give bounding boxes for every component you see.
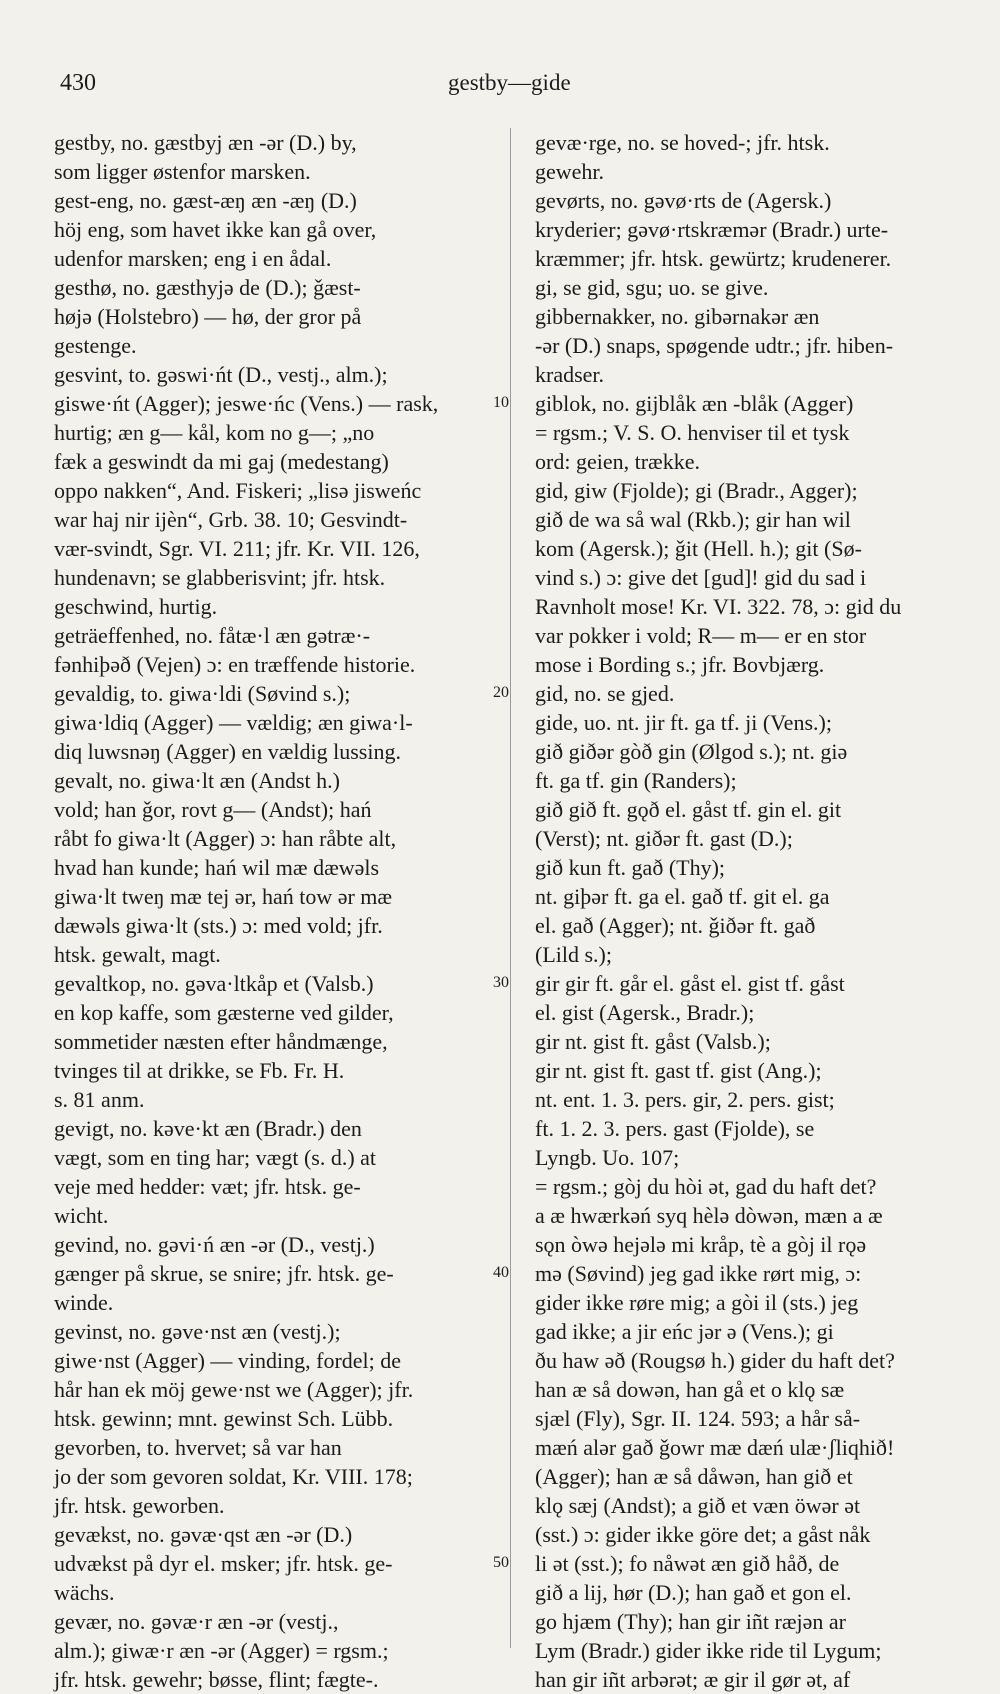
text-line: Ravnholt mose! Kr. VI. 322. 78, ɔ: gid du	[535, 594, 902, 619]
text-line: giswe·ńt (Agger); jeswe·ńc (Vens.) — rask,	[54, 391, 439, 416]
line-number-marker: 10	[493, 394, 509, 411]
text-line: giblok, no. gijblåk æn -blåk (Agger)	[535, 391, 854, 416]
text-line: fæk a geswindt da mi gaj (medestang)	[54, 449, 389, 474]
text-line: vægt, som en ting har; vægt (s. d.) at	[54, 1145, 377, 1170]
text-line: gevær, no. gəvæ·r æn -ər (vestj.,	[54, 1609, 339, 1634]
text-line: kryderier; gəvø·rtskræmər (Bradr.) urte-	[535, 217, 889, 242]
text-line: gevigt, no. kəve·kt æn (Bradr.) den	[54, 1116, 362, 1141]
text-line: gevaldig, to. giwa·ldi (Søvind s.);	[54, 681, 351, 706]
text-line: sjæl (Fly), Sgr. II. 124. 593; a hår så-	[535, 1406, 861, 1431]
text-line: höj eng, som havet ikke kan gå over,	[54, 217, 377, 242]
text-line: veje med hedder: væt; jfr. htsk. ge-	[54, 1174, 361, 1199]
text-line: sǫn òwə hejələ mi kråp, tè a gòj il rǫə	[535, 1232, 867, 1257]
text-line: nt. ent. 1. 3. pers. gir, 2. pers. gist;	[535, 1087, 835, 1112]
text-line: han æ så dowən, han gå et o klǫ sæ	[535, 1377, 845, 1402]
text-line: geschwind, hurtig.	[54, 594, 218, 619]
text-line: li ət (sst.); fo nåwət æn gið håð, de	[535, 1551, 840, 1576]
text-line: hurtig; æn g— kål, kom no g—; „no	[54, 420, 375, 445]
text-line: winde.	[54, 1290, 114, 1315]
text-line: fənhiþəð (Vejen) ɔ: en træffende historie.	[54, 652, 416, 677]
text-line: war haj nir ijèn“, Grb. 38. 10; Gesvindt-	[54, 507, 408, 532]
text-line: jfr. htsk. geworben.	[54, 1493, 225, 1518]
text-line: ft. 1. 2. 3. pers. gast (Fjolde), se	[535, 1116, 815, 1141]
text-line: udenfor marsken; eng i en ådal.	[54, 246, 332, 271]
text-line: (Agger); han æ så dåwən, han gið et	[535, 1464, 853, 1489]
text-line: sommetider næsten efter håndmænge,	[54, 1029, 388, 1054]
text-line: Lyngb. Uo. 107;	[535, 1145, 680, 1170]
text-line: kom (Agersk.); ǧit (Hell. h.); git (Sø-	[535, 536, 862, 561]
text-line: højə (Holstebro) — hø, der gror på	[54, 304, 362, 329]
text-line: giwa·ldiq (Agger) — vældig; æn giwa·l-	[54, 710, 413, 735]
left-column	[54, 128, 484, 1694]
text-line: diq luwsnəŋ (Agger) en vældig lussing.	[54, 739, 401, 764]
text-line: udvækst på dyr el. msker; jfr. htsk. ge-	[54, 1551, 393, 1576]
text-line: gir nt. gist ft. gast tf. gist (Ang.);	[535, 1058, 822, 1083]
text-line: vær-svindt, Sgr. VI. 211; jfr. Kr. VII. 126,	[54, 536, 420, 561]
text-line: gid, giw (Fjolde); gi (Bradr., Agger);	[535, 478, 858, 503]
text-line: ðu haw əð (Rougsø h.) gider du haft det?	[535, 1348, 895, 1373]
text-line: gibbernakker, no. gibərnakər æn	[535, 304, 820, 329]
text-line: gevørts, no. gəvø·rts de (Agersk.)	[535, 188, 832, 213]
text-line: (Lild s.);	[535, 942, 612, 967]
column-divider	[510, 128, 511, 1648]
text-line: htsk. gewalt, magt.	[54, 942, 221, 967]
text-line: mæń alər gað ǧowr mæ dæń ulæ·ʃliqhið!	[535, 1435, 895, 1460]
line-number-marker: 50	[493, 1554, 509, 1571]
text-line: gir nt. gist ft. gåst (Valsb.);	[535, 1029, 771, 1054]
text-line: oppo nakken“, And. Fiskeri; „lisə jisweńc	[54, 478, 422, 503]
text-line: gad ikke; a jir eńc jər ə (Vens.); gi	[535, 1319, 834, 1344]
page-number: 430	[60, 70, 96, 96]
text-line: gið a lij, hør (D.); han gað et gon el.	[535, 1580, 852, 1605]
text-line: wicht.	[54, 1203, 109, 1228]
text-line: gesthø, no. gæsthyjə de (D.); ǧæst-	[54, 275, 361, 300]
text-line: hundenavn; se glabberisvint; jfr. htsk.	[54, 565, 386, 590]
text-line: (Verst); nt. giðər ft. gast (D.);	[535, 826, 793, 851]
text-line: kradser.	[535, 362, 605, 387]
text-line: = rgsm.; V. S. O. henviser til et tysk	[535, 420, 850, 445]
text-line: tvinges til at drikke, se Fb. Fr. H.	[54, 1058, 345, 1083]
text-line: gevæ·rge, no. se hoved-; jfr. htsk.	[535, 130, 830, 155]
text-line: var pokker i vold; R— m— er en stor	[535, 623, 867, 648]
text-line: gevorben, to. hvervet; så var han	[54, 1435, 342, 1460]
text-line: han gir iñt arbərət; æ gir il gør ət, af	[535, 1667, 851, 1692]
text-line: gevalt, no. giwa·lt æn (Andst h.)	[54, 768, 340, 793]
text-line: råbt fo giwa·lt (Agger) ɔ: han råbte alt,	[54, 826, 397, 851]
text-line: -ər (D.) snaps, spøgende udtr.; jfr. hiben-	[535, 333, 894, 358]
text-line: gevind, no. gəvi·ń æn -ər (D., vestj.)	[54, 1232, 375, 1257]
text-line: kræmmer; jfr. htsk. gewürtz; krudenerer.	[535, 246, 892, 271]
text-line: som ligger østenfor marsken.	[54, 159, 311, 184]
text-line: = rgsm.; gòj du hòi ət, gad du haft det?	[535, 1174, 877, 1199]
text-line: gevaltkop, no. gəva·ltkåp et (Valsb.)	[54, 971, 374, 996]
text-line: s. 81 anm.	[54, 1087, 145, 1112]
text-line: mose i Bording s.; jfr. Bovbjærg.	[535, 652, 825, 677]
text-line: gesvint, to. gəswi·ńt (D., vestj., alm.);	[54, 362, 388, 387]
text-line: gestby, no. gæstbyj æn -ər (D.) by,	[54, 130, 357, 155]
text-line: ft. ga tf. gin (Randers);	[535, 768, 737, 793]
text-line: jfr. htsk. gewehr; bøsse, flint; fægte-.	[54, 1667, 379, 1692]
text-line: vind s.) ɔ: give det [gud]! gid du sad i	[535, 565, 867, 590]
right-column	[535, 128, 955, 1694]
text-line: vold; han ǧor, rovt g— (Andst); hań	[54, 797, 372, 822]
text-line: gid, no. se gjed.	[535, 681, 675, 706]
text-line: htsk. gewinn; mnt. gewinst Sch. Lübb.	[54, 1406, 394, 1431]
text-line: go hjæm (Thy); han gir iñt ræjən ar	[535, 1609, 846, 1634]
text-line: el. gist (Agersk., Bradr.);	[535, 1000, 755, 1025]
text-line: hår han ek möj gewe·nst we (Agger); jfr.	[54, 1377, 414, 1402]
text-line: el. gað (Agger); nt. ǧiðər ft. gað	[535, 913, 816, 938]
text-line: gest-eng, no. gæst-æŋ æn -æŋ (D.)	[54, 188, 357, 213]
text-line: ord: geien, trække.	[535, 449, 700, 474]
text-line: a æ hwærkəń syq hèlə dòwən, mæn a æ	[535, 1203, 883, 1228]
text-line: gevækst, no. gəvæ·qst æn -ər (D.)	[54, 1522, 353, 1547]
text-line: (sst.) ɔ: gider ikke göre det; a gåst nåk	[535, 1522, 871, 1547]
text-line: dæwəls giwa·lt (sts.) ɔ: med vold; jfr.	[54, 913, 383, 938]
text-line: gið giðər gòð gin (Ølgod s.); nt. giə	[535, 739, 848, 764]
text-line: gestenge.	[54, 333, 137, 358]
text-line: gir gir ft. går el. gåst el. gist tf. gåst	[535, 971, 845, 996]
text-line: gevinst, no. gəve·nst æn (vestj.);	[54, 1319, 341, 1344]
text-line: gi, se gid, sgu; uo. se give.	[535, 275, 769, 300]
text-line: jo der som gevoren soldat, Kr. VIII. 178;	[54, 1464, 413, 1489]
text-line: mə (Søvind) jeg gad ikke rørt mig, ɔ:	[535, 1261, 862, 1286]
text-line: hvad han kunde; hań wil mæ dæwəls	[54, 855, 380, 880]
text-line: klǫ sæj (Andst); a gið et væn öwər ət	[535, 1493, 861, 1518]
text-line: Lym (Bradr.) gider ikke ride til Lygum;	[535, 1638, 882, 1663]
line-number-marker: 30	[493, 974, 509, 991]
text-line: giwa·lt tweŋ mæ tej ər, hań tow ər mæ	[54, 884, 393, 909]
line-number-marker: 40	[493, 1264, 509, 1281]
text-line: giwe·nst (Agger) — vinding, fordel; de	[54, 1348, 402, 1373]
line-number-marker: 20	[493, 684, 509, 701]
running-head: gestby—gide	[448, 70, 571, 95]
text-line: gider ikke røre mig; a gòi il (sts.) jeg	[535, 1290, 859, 1315]
text-line: gænger på skrue, se snire; jfr. htsk. ge-	[54, 1261, 394, 1286]
text-line: gið kun ft. gað (Thy);	[535, 855, 726, 880]
text-line: gewehr.	[535, 159, 605, 184]
text-line: gið gið ft. gǫð el. gåst tf. gin el. git	[535, 797, 842, 822]
text-line: wächs.	[54, 1580, 115, 1605]
text-line: gið de wa så wal (Rkb.); gir han wil	[535, 507, 851, 532]
text-line: gide, uo. nt. jir ft. ga tf. ji (Vens.);	[535, 710, 832, 735]
text-line: nt. giþər ft. ga el. gað tf. git el. ga	[535, 884, 830, 909]
text-line: en kop kaffe, som gæsterne ved gilder,	[54, 1000, 394, 1025]
text-line: alm.); giwæ·r æn -ər (Agger) = rgsm.;	[54, 1638, 389, 1663]
text-line: geträeffenhed, no. fåtæ·l æn gətræ·-	[54, 623, 371, 648]
